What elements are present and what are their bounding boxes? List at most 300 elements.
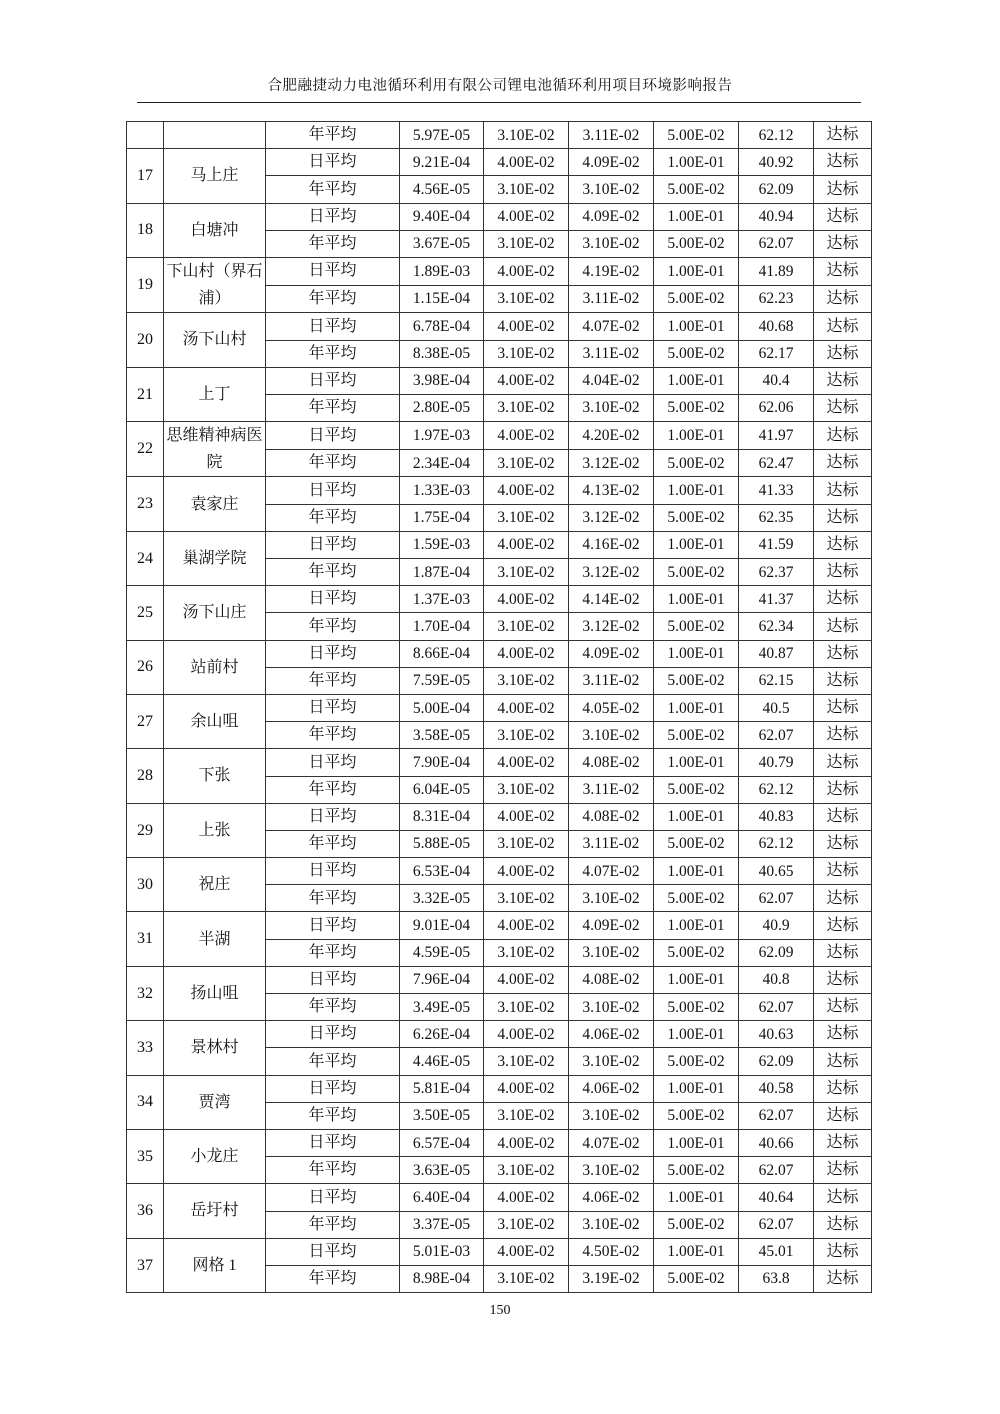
percent-cell: 40.5	[739, 694, 814, 721]
table-row	[127, 531, 872, 558]
background-cell: 3.10E-02	[484, 559, 569, 586]
percent-cell: 40.68	[739, 313, 814, 340]
result-cell: 达标	[814, 694, 872, 721]
contribution-cell: 5.01E-03	[400, 1238, 484, 1265]
contribution-cell: 4.56E-05	[400, 176, 484, 203]
result-cell: 达标	[814, 1238, 872, 1265]
superposed-cell: 4.19E-02	[569, 257, 654, 285]
result-cell: 达标	[814, 394, 872, 421]
superposed-cell: 3.10E-02	[569, 1211, 654, 1238]
result-cell: 达标	[814, 203, 872, 230]
result-cell: 达标	[814, 912, 872, 939]
period-cell: 年平均	[266, 504, 400, 531]
background-cell: 4.00E-02	[484, 422, 569, 450]
contribution-cell: 3.67E-05	[400, 230, 484, 257]
location-name-cell: 半湖	[164, 912, 266, 966]
contribution-cell: 3.98E-04	[400, 367, 484, 394]
superposed-cell: 3.11E-02	[569, 285, 654, 313]
standard-cell: 5.00E-02	[654, 394, 739, 421]
superposed-cell: 4.09E-02	[569, 912, 654, 939]
period-cell: 日平均	[266, 803, 400, 830]
contribution-cell: 3.50E-05	[400, 1102, 484, 1129]
superposed-cell: 3.12E-02	[569, 613, 654, 640]
result-cell: 达标	[814, 176, 872, 203]
period-cell: 日平均	[266, 966, 400, 993]
serial-number-cell: 27	[127, 694, 164, 748]
serial-number-cell	[127, 122, 164, 149]
contribution-cell: 7.96E-04	[400, 966, 484, 993]
serial-number-cell: 34	[127, 1075, 164, 1129]
percent-cell: 41.97	[739, 422, 814, 450]
serial-number-cell: 24	[127, 531, 164, 585]
superposed-cell: 3.12E-02	[569, 559, 654, 586]
superposed-cell: 3.11E-02	[569, 340, 654, 367]
table-row	[127, 1238, 872, 1265]
superposed-cell: 4.07E-02	[569, 1129, 654, 1156]
location-name-cell	[164, 122, 266, 149]
location-name-cell: 余山咀	[164, 694, 266, 748]
table-row	[127, 257, 872, 285]
result-cell: 达标	[814, 1184, 872, 1211]
period-cell: 日平均	[266, 367, 400, 394]
background-cell: 3.10E-02	[484, 504, 569, 531]
result-cell: 达标	[814, 149, 872, 176]
result-cell: 达标	[814, 1102, 872, 1129]
background-cell: 4.00E-02	[484, 1021, 569, 1048]
serial-number-cell: 37	[127, 1238, 164, 1292]
percent-cell: 40.64	[739, 1184, 814, 1211]
result-cell: 达标	[814, 230, 872, 257]
serial-number-cell: 25	[127, 586, 164, 640]
location-name-cell: 站前村	[164, 640, 266, 694]
percent-cell: 40.92	[739, 149, 814, 176]
contribution-cell: 9.01E-04	[400, 912, 484, 939]
table-row	[127, 313, 872, 340]
table-row	[127, 966, 872, 993]
result-cell: 达标	[814, 122, 872, 149]
contribution-cell: 3.58E-05	[400, 722, 484, 749]
contribution-cell: 1.59E-03	[400, 531, 484, 558]
serial-number-cell: 19	[127, 257, 164, 312]
location-name-cell: 袁家庄	[164, 477, 266, 531]
table-row	[127, 1184, 872, 1211]
period-cell: 日平均	[266, 640, 400, 667]
table-body	[127, 122, 872, 1293]
standard-cell: 1.00E-01	[654, 912, 739, 939]
percent-cell: 62.09	[739, 1048, 814, 1075]
percent-cell: 62.07	[739, 885, 814, 912]
percent-cell: 40.83	[739, 803, 814, 830]
standard-cell: 1.00E-01	[654, 749, 739, 776]
location-name-cell: 下山村（界石浦）	[164, 257, 266, 312]
standard-cell: 1.00E-01	[654, 858, 739, 885]
superposed-cell: 3.10E-02	[569, 885, 654, 912]
result-cell: 达标	[814, 367, 872, 394]
table-row	[127, 803, 872, 830]
contribution-cell: 1.37E-03	[400, 586, 484, 613]
percent-cell: 62.35	[739, 504, 814, 531]
superposed-cell: 4.08E-02	[569, 966, 654, 993]
standard-cell: 1.00E-01	[654, 803, 739, 830]
standard-cell: 1.00E-01	[654, 203, 739, 230]
percent-cell: 62.07	[739, 722, 814, 749]
percent-cell: 62.06	[739, 394, 814, 421]
serial-number-cell: 20	[127, 313, 164, 367]
result-cell: 达标	[814, 559, 872, 586]
period-cell: 年平均	[266, 1211, 400, 1238]
period-cell: 日平均	[266, 422, 400, 450]
contribution-cell: 3.37E-05	[400, 1211, 484, 1238]
contribution-cell: 8.38E-05	[400, 340, 484, 367]
standard-cell: 1.00E-01	[654, 1021, 739, 1048]
result-cell: 达标	[814, 1211, 872, 1238]
standard-cell: 1.00E-01	[654, 586, 739, 613]
table-row	[127, 477, 872, 504]
standard-cell: 1.00E-01	[654, 313, 739, 340]
percent-cell: 40.94	[739, 203, 814, 230]
contribution-cell: 5.00E-04	[400, 694, 484, 721]
contribution-cell: 4.59E-05	[400, 939, 484, 966]
superposed-cell: 4.09E-02	[569, 640, 654, 667]
table-row	[127, 1075, 872, 1102]
percent-cell: 62.07	[739, 1102, 814, 1129]
location-name-cell: 贾湾	[164, 1075, 266, 1129]
result-cell: 达标	[814, 966, 872, 993]
period-cell: 日平均	[266, 694, 400, 721]
page-header-title: 合肥融捷动力电池循环利用有限公司锂电池循环利用项目环境影响报告	[267, 78, 733, 94]
location-name-cell: 上丁	[164, 367, 266, 421]
background-cell: 4.00E-02	[484, 149, 569, 176]
standard-cell: 1.00E-01	[654, 966, 739, 993]
percent-cell: 62.07	[739, 230, 814, 257]
contribution-cell: 6.78E-04	[400, 313, 484, 340]
result-cell: 达标	[814, 722, 872, 749]
result-cell: 达标	[814, 1157, 872, 1184]
superposed-cell: 4.16E-02	[569, 531, 654, 558]
contribution-cell: 6.26E-04	[400, 1021, 484, 1048]
superposed-cell: 3.12E-02	[569, 449, 654, 477]
superposed-cell: 3.10E-02	[569, 722, 654, 749]
table-row	[127, 640, 872, 667]
superposed-cell: 4.07E-02	[569, 313, 654, 340]
standard-cell: 1.00E-01	[654, 1129, 739, 1156]
percent-cell: 40.9	[739, 912, 814, 939]
result-cell: 达标	[814, 1048, 872, 1075]
serial-number-cell: 30	[127, 858, 164, 912]
period-cell: 年平均	[266, 1048, 400, 1075]
standard-cell: 1.00E-01	[654, 694, 739, 721]
standard-cell: 5.00E-02	[654, 1102, 739, 1129]
background-cell: 4.00E-02	[484, 803, 569, 830]
percent-cell: 62.09	[739, 176, 814, 203]
background-cell: 4.00E-02	[484, 912, 569, 939]
contribution-cell: 8.31E-04	[400, 803, 484, 830]
result-cell: 达标	[814, 340, 872, 367]
standard-cell: 5.00E-02	[654, 722, 739, 749]
table-row	[127, 858, 872, 885]
percent-cell: 62.34	[739, 613, 814, 640]
superposed-cell: 4.13E-02	[569, 477, 654, 504]
superposed-cell: 4.50E-02	[569, 1238, 654, 1265]
concentration-table	[126, 121, 872, 1293]
superposed-cell: 4.06E-02	[569, 1075, 654, 1102]
standard-cell: 1.00E-01	[654, 1184, 739, 1211]
table-row	[127, 694, 872, 721]
superposed-cell: 3.10E-02	[569, 230, 654, 257]
standard-cell: 5.00E-02	[654, 939, 739, 966]
background-cell: 3.10E-02	[484, 994, 569, 1021]
contribution-cell: 1.75E-04	[400, 504, 484, 531]
serial-number-cell: 17	[127, 149, 164, 203]
background-cell: 4.00E-02	[484, 694, 569, 721]
period-cell: 年平均	[266, 722, 400, 749]
contribution-cell: 2.34E-04	[400, 449, 484, 477]
contribution-cell: 9.21E-04	[400, 149, 484, 176]
period-cell: 日平均	[266, 858, 400, 885]
result-cell: 达标	[814, 939, 872, 966]
location-name-cell: 汤下山庄	[164, 586, 266, 640]
location-name-cell: 小龙庄	[164, 1129, 266, 1183]
location-name-cell: 巢湖学院	[164, 531, 266, 585]
serial-number-cell: 22	[127, 422, 164, 477]
background-cell: 4.00E-02	[484, 1075, 569, 1102]
result-cell: 达标	[814, 1129, 872, 1156]
percent-cell: 62.07	[739, 994, 814, 1021]
background-cell: 4.00E-02	[484, 586, 569, 613]
superposed-cell: 3.10E-02	[569, 994, 654, 1021]
period-cell: 日平均	[266, 1238, 400, 1265]
superposed-cell: 4.20E-02	[569, 422, 654, 450]
period-cell: 日平均	[266, 203, 400, 230]
superposed-cell: 3.10E-02	[569, 1102, 654, 1129]
background-cell: 4.00E-02	[484, 1238, 569, 1265]
superposed-cell: 3.10E-02	[569, 394, 654, 421]
period-cell: 日平均	[266, 149, 400, 176]
standard-cell: 5.00E-02	[654, 994, 739, 1021]
background-cell: 3.10E-02	[484, 340, 569, 367]
serial-number-cell: 36	[127, 1184, 164, 1238]
result-cell: 达标	[814, 830, 872, 857]
location-name-cell: 景林村	[164, 1021, 266, 1075]
background-cell: 3.10E-02	[484, 667, 569, 694]
background-cell: 3.10E-02	[484, 776, 569, 803]
table-row	[127, 122, 872, 149]
period-cell: 年平均	[266, 939, 400, 966]
location-name-cell: 网格 1	[164, 1238, 266, 1292]
percent-cell: 40.65	[739, 858, 814, 885]
location-name-cell: 汤下山村	[164, 313, 266, 367]
contribution-cell: 6.57E-04	[400, 1129, 484, 1156]
contribution-cell: 1.87E-04	[400, 559, 484, 586]
result-cell: 达标	[814, 885, 872, 912]
percent-cell: 45.01	[739, 1238, 814, 1265]
contribution-cell: 8.98E-04	[400, 1265, 484, 1292]
standard-cell: 5.00E-02	[654, 613, 739, 640]
superposed-cell: 4.06E-02	[569, 1021, 654, 1048]
superposed-cell: 3.11E-02	[569, 776, 654, 803]
serial-number-cell: 35	[127, 1129, 164, 1183]
background-cell: 4.00E-02	[484, 1184, 569, 1211]
period-cell: 日平均	[266, 749, 400, 776]
percent-cell: 62.12	[739, 776, 814, 803]
period-cell: 年平均	[266, 885, 400, 912]
period-cell: 年平均	[266, 1157, 400, 1184]
location-name-cell: 思维精神病医院	[164, 422, 266, 477]
background-cell: 3.10E-02	[484, 1157, 569, 1184]
period-cell: 年平均	[266, 1102, 400, 1129]
period-cell: 年平均	[266, 230, 400, 257]
percent-cell: 40.79	[739, 749, 814, 776]
standard-cell: 1.00E-01	[654, 149, 739, 176]
result-cell: 达标	[814, 531, 872, 558]
result-cell: 达标	[814, 504, 872, 531]
standard-cell: 1.00E-01	[654, 531, 739, 558]
superposed-cell: 3.10E-02	[569, 176, 654, 203]
percent-cell: 40.87	[739, 640, 814, 667]
percent-cell: 40.8	[739, 966, 814, 993]
percent-cell: 41.59	[739, 531, 814, 558]
percent-cell: 62.47	[739, 449, 814, 477]
background-cell: 3.10E-02	[484, 122, 569, 149]
background-cell: 3.10E-02	[484, 176, 569, 203]
contribution-cell: 1.70E-04	[400, 613, 484, 640]
period-cell: 日平均	[266, 531, 400, 558]
period-cell: 日平均	[266, 1075, 400, 1102]
standard-cell: 5.00E-02	[654, 122, 739, 149]
superposed-cell: 3.10E-02	[569, 1048, 654, 1075]
background-cell: 4.00E-02	[484, 966, 569, 993]
contribution-cell: 5.97E-05	[400, 122, 484, 149]
period-cell: 年平均	[266, 285, 400, 313]
period-cell: 年平均	[266, 613, 400, 640]
period-cell: 年平均	[266, 449, 400, 477]
period-cell: 年平均	[266, 559, 400, 586]
background-cell: 3.10E-02	[484, 1048, 569, 1075]
background-cell: 3.10E-02	[484, 885, 569, 912]
percent-cell: 62.23	[739, 285, 814, 313]
contribution-cell: 5.81E-04	[400, 1075, 484, 1102]
superposed-cell: 3.11E-02	[569, 122, 654, 149]
standard-cell: 5.00E-02	[654, 1265, 739, 1292]
contribution-cell: 1.89E-03	[400, 257, 484, 285]
background-cell: 3.10E-02	[484, 449, 569, 477]
standard-cell: 5.00E-02	[654, 340, 739, 367]
standard-cell: 5.00E-02	[654, 449, 739, 477]
contribution-cell: 6.04E-05	[400, 776, 484, 803]
percent-cell: 40.58	[739, 1075, 814, 1102]
period-cell: 日平均	[266, 477, 400, 504]
period-cell: 日平均	[266, 1021, 400, 1048]
contribution-cell: 3.32E-05	[400, 885, 484, 912]
standard-cell: 5.00E-02	[654, 559, 739, 586]
contribution-cell: 9.40E-04	[400, 203, 484, 230]
result-cell: 达标	[814, 749, 872, 776]
serial-number-cell: 18	[127, 203, 164, 257]
superposed-cell: 4.06E-02	[569, 1184, 654, 1211]
superposed-cell: 3.11E-02	[569, 830, 654, 857]
location-name-cell: 岳圩村	[164, 1184, 266, 1238]
period-cell: 年平均	[266, 776, 400, 803]
standard-cell: 5.00E-02	[654, 776, 739, 803]
contribution-cell: 2.80E-05	[400, 394, 484, 421]
result-cell: 达标	[814, 667, 872, 694]
percent-cell: 41.37	[739, 586, 814, 613]
location-name-cell: 扬山咀	[164, 966, 266, 1020]
percent-cell: 63.8	[739, 1265, 814, 1292]
background-cell: 4.00E-02	[484, 257, 569, 285]
result-cell: 达标	[814, 422, 872, 450]
table-row	[127, 912, 872, 939]
location-name-cell: 下张	[164, 749, 266, 803]
period-cell: 日平均	[266, 313, 400, 340]
superposed-cell: 4.08E-02	[569, 803, 654, 830]
serial-number-cell: 23	[127, 477, 164, 531]
contribution-cell: 3.49E-05	[400, 994, 484, 1021]
period-cell: 年平均	[266, 1265, 400, 1292]
table-row	[127, 203, 872, 230]
standard-cell: 5.00E-02	[654, 230, 739, 257]
result-cell: 达标	[814, 1265, 872, 1292]
percent-cell: 62.07	[739, 1211, 814, 1238]
superposed-cell: 4.09E-02	[569, 149, 654, 176]
percent-cell: 62.37	[739, 559, 814, 586]
table-row	[127, 1021, 872, 1048]
background-cell: 4.00E-02	[484, 203, 569, 230]
serial-number-cell: 31	[127, 912, 164, 966]
period-cell: 日平均	[266, 1129, 400, 1156]
period-cell: 年平均	[266, 340, 400, 367]
period-cell: 年平均	[266, 667, 400, 694]
background-cell: 3.10E-02	[484, 722, 569, 749]
percent-cell: 62.12	[739, 122, 814, 149]
background-cell: 4.00E-02	[484, 858, 569, 885]
result-cell: 达标	[814, 449, 872, 477]
standard-cell: 5.00E-02	[654, 1157, 739, 1184]
standard-cell: 5.00E-02	[654, 830, 739, 857]
table-row	[127, 149, 872, 176]
contribution-cell: 7.59E-05	[400, 667, 484, 694]
result-cell: 达标	[814, 858, 872, 885]
period-cell: 年平均	[266, 176, 400, 203]
table-row	[127, 367, 872, 394]
standard-cell: 1.00E-01	[654, 422, 739, 450]
result-cell: 达标	[814, 994, 872, 1021]
standard-cell: 5.00E-02	[654, 504, 739, 531]
contribution-cell: 4.46E-05	[400, 1048, 484, 1075]
standard-cell: 5.00E-02	[654, 1048, 739, 1075]
result-cell: 达标	[814, 477, 872, 504]
result-cell: 达标	[814, 776, 872, 803]
standard-cell: 1.00E-01	[654, 640, 739, 667]
superposed-cell: 4.07E-02	[569, 858, 654, 885]
table-row	[127, 749, 872, 776]
location-name-cell: 祝庄	[164, 858, 266, 912]
result-cell: 达标	[814, 257, 872, 285]
period-cell: 日平均	[266, 586, 400, 613]
period-cell: 年平均	[266, 830, 400, 857]
percent-cell: 40.4	[739, 367, 814, 394]
background-cell: 4.00E-02	[484, 367, 569, 394]
percent-cell: 40.63	[739, 1021, 814, 1048]
location-name-cell: 马上庄	[164, 149, 266, 203]
background-cell: 3.10E-02	[484, 1265, 569, 1292]
contribution-cell: 5.88E-05	[400, 830, 484, 857]
superposed-cell: 4.08E-02	[569, 749, 654, 776]
percent-cell: 62.09	[739, 939, 814, 966]
background-cell: 3.10E-02	[484, 830, 569, 857]
result-cell: 达标	[814, 313, 872, 340]
percent-cell: 62.07	[739, 1157, 814, 1184]
